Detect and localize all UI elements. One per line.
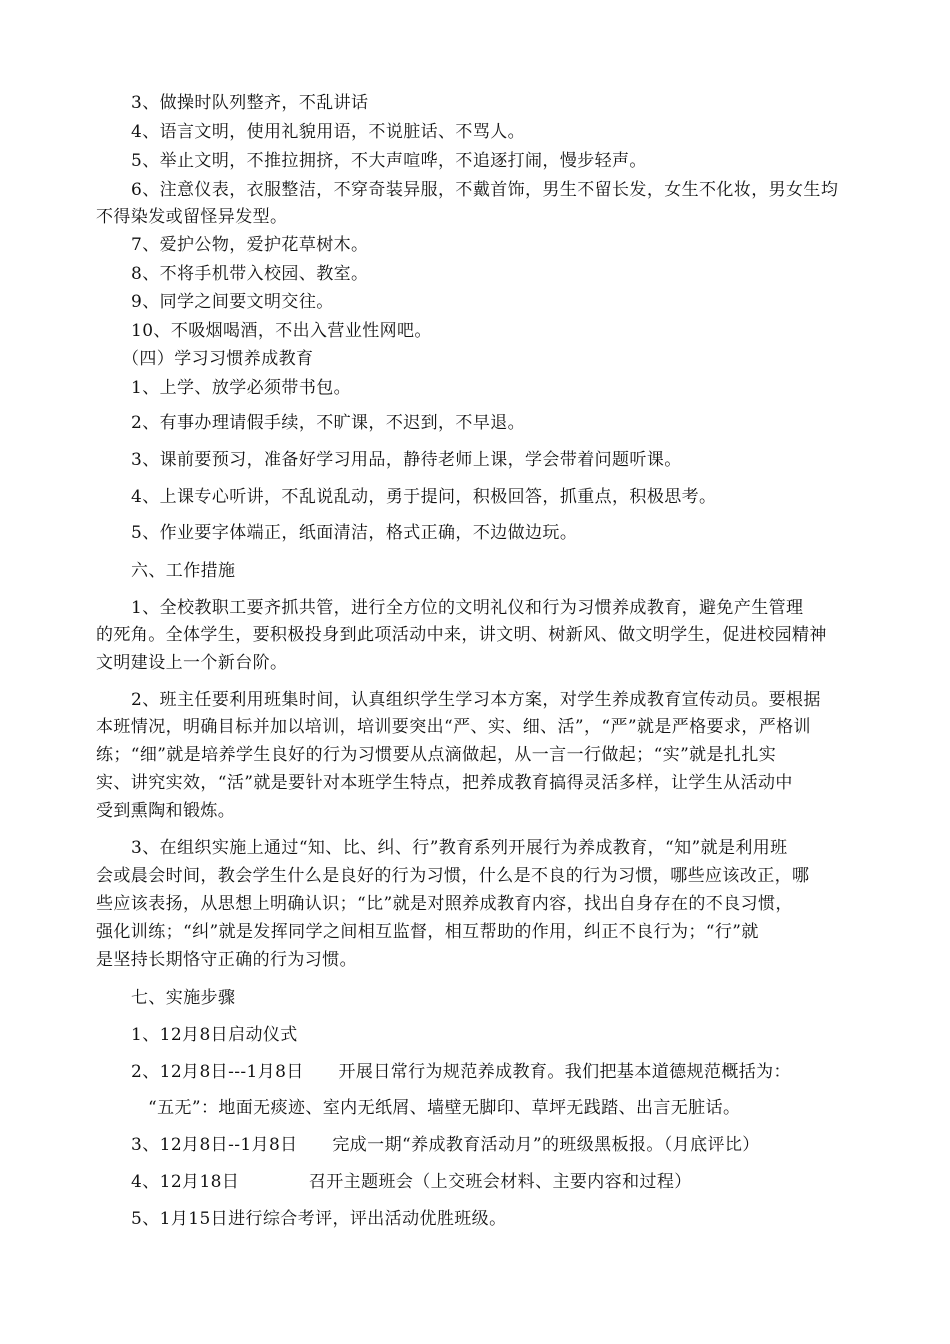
text-line: 6、注意仪表，衣服整洁，不穿奇装异服，不戴首饰，男生不留长发，女生不化妆，男女生均	[131, 180, 839, 200]
text-line: 的死角。全体学生，要积极投身到此项活动中来，讲文明、树新风、做文明学生，促进校园精神	[96, 625, 827, 645]
text-line: 2、班主任要利用班集时间，认真组织学生学习本方案，对学生养成教育宣传动员。要根据	[131, 690, 821, 710]
section-heading: 六、工作措施	[131, 561, 236, 581]
text-line: 练；“细”就是培养学生良好的行为习惯要从点滴做起，从一言一行做起；“实”就是扎扎实	[96, 745, 777, 765]
text-line: 3、课前要预习，准备好学习用品，静待老师上课，学会带着问题听课。	[131, 450, 682, 470]
text-line: 9、同学之间要文明交往。	[131, 292, 334, 312]
text-line: 不得染发或留怪异发型。	[96, 207, 288, 227]
text-line: 2、12月8日---1月8日 开展日常行为规范养成教育。我们把基本道德规范概括为：	[131, 1062, 791, 1082]
text-line: 2、有事办理请假手续，不旷课，不迟到，不早退。	[131, 413, 526, 433]
text-line: 3、在组织实施上通过“知、比、纠、行”教育系列开展行为养成教育，“知”就是利用班	[131, 838, 788, 858]
text-line: 受到熏陶和锻炼。	[96, 801, 236, 821]
text-line: 4、12月18日 召开主题班会（上交班会材料、主要内容和过程）	[131, 1172, 692, 1192]
text-line: 5、1月15日进行综合考评，评出活动优胜班级。	[131, 1209, 507, 1229]
text-line: 7、爱护公物，爱护花草树木。	[131, 235, 369, 255]
text-line: 强化训练；“纠”就是发挥同学之间相互监督，相互帮助的作用，纠正不良行为；“行”就	[96, 922, 759, 942]
text-line: 8、不将手机带入校园、教室。	[131, 264, 369, 284]
text-line: 些应该表扬，从思想上明确认识；“比”就是对照养成教育内容，找出自身存在的不良习惯，	[96, 894, 793, 914]
text-line: 5、作业要字体端正，纸面清洁，格式正确，不边做边玩。	[131, 523, 578, 543]
text-line: 本班情况，明确目标并加以培训，培训要突出“严、实、细、活”，“严”就是严格要求，严格训	[96, 717, 811, 737]
section-heading: （四）学习习惯养成教育	[122, 349, 314, 369]
section-heading: 七、实施步骤	[131, 988, 236, 1008]
text-line: 1、上学、放学必须带书包。	[131, 378, 352, 398]
text-line: 文明建设上一个新台阶。	[96, 653, 288, 673]
text-line: 5、举止文明，不推拉拥挤，不大声喧哗，不追逐打闹，慢步轻声。	[131, 151, 647, 171]
text-line: 1、全校教职工要齐抓共管，进行全方位的文明礼仪和行为习惯养成教育，避免产生管理	[131, 598, 804, 618]
text-line: “五无”：地面无痰迹、室内无纸屑、墙壁无脚印、草坪无践踏、出言无脏话。	[148, 1098, 741, 1118]
text-line: 3、12月8日--1月8日 完成一期“养成教育活动月”的班级黑板报。（月底评比）	[131, 1135, 760, 1155]
text-line: 实、讲究实效，“活”就是要针对本班学生特点，把养成教育搞得灵活多样，让学生从活动中	[96, 773, 793, 793]
text-line: 1、12月8日启动仪式	[131, 1025, 298, 1045]
text-line: 4、语言文明，使用礼貌用语，不说脏话、不骂人。	[131, 122, 526, 142]
text-line: 会或晨会时间，教会学生什么是良好的行为习惯，什么是不良的行为习惯，哪些应该改正，哪	[96, 866, 810, 886]
text-line: 是坚持长期恪守正确的行为习惯。	[96, 950, 357, 970]
text-line: 3、做操时队列整齐，不乱讲话	[131, 93, 369, 113]
text-line: 4、上课专心听讲，不乱说乱动，勇于提问，积极回答，抓重点，积极思考。	[131, 487, 717, 507]
text-line: 10、不吸烟喝酒，不出入营业性网吧。	[131, 321, 432, 341]
